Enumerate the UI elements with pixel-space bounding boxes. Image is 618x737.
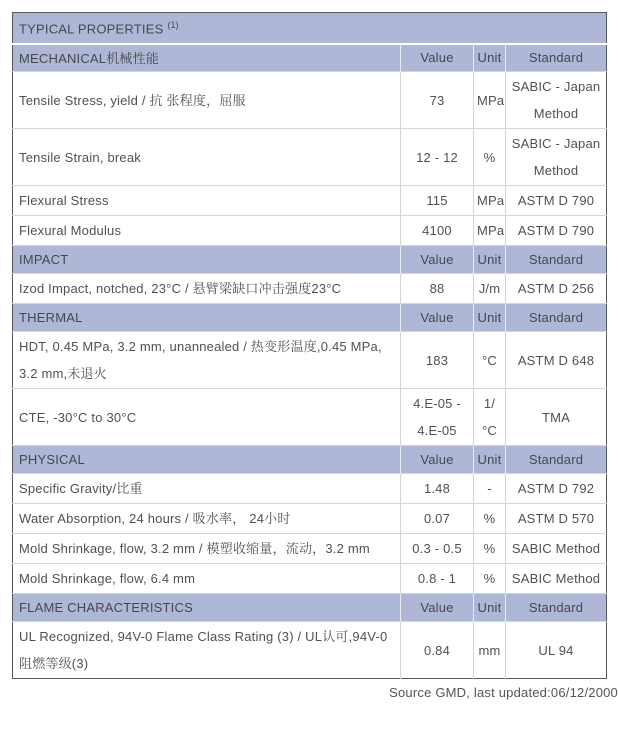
property-cell: HDT, 0.45 MPa, 3.2 mm, unannealed / 热变形温度,0.45 MPa, 3.2 mm,未退火 [13,332,401,389]
table-row [13,129,607,186]
property-cell: Water Absorption, 24 hours / 吸水率， 24小时 [13,504,401,534]
section-title: IMPACT [13,246,401,274]
section-title: FLAME CHARACTERISTICS [13,594,401,622]
property-cell: Mold Shrinkage, flow, 3.2 mm / 模塑收缩量，流动，3.2 mm [13,534,401,564]
value-cell: 0.84 [401,622,474,679]
table-row [13,72,607,129]
column-header-unit: Unit [474,44,506,72]
property-cell: Tensile Stress, yield / 抗 张程度，屈服 [13,72,401,129]
unit-cell: °C [474,332,506,389]
table-title-text: TYPICAL PROPERTIES [19,20,164,36]
property-cell: Tensile Strain, break [13,129,401,186]
table-row [13,274,607,304]
table-title [13,13,607,44]
table-row [13,186,607,216]
unit-cell: % [474,129,506,186]
table-row [13,534,607,564]
property-cell: Flexural Modulus [13,216,401,246]
column-header-value: Value [401,304,474,332]
unit-cell: 1/°C [474,389,506,446]
unit-cell: % [474,534,506,564]
property-cell: UL Recognized, 94V-0 Flame Class Rating (3) / UL认可,94V-0 阻燃等级(3) [13,622,401,679]
table-row [13,216,607,246]
column-header-unit: Unit [474,246,506,274]
standard-cell: ASTM D 648 [506,332,607,389]
table-row [13,564,607,594]
column-header-unit: Unit [474,446,506,474]
section-header-flame-characteristics [13,594,607,622]
column-header-standard: Standard [506,594,607,622]
column-header-value: Value [401,44,474,72]
value-cell: 0.3 - 0.5 [401,534,474,564]
standard-cell: SABIC Method [506,534,607,564]
section-title: PHYSICAL [13,446,401,474]
value-cell: 183 [401,332,474,389]
value-cell: 0.8 - 1 [401,564,474,594]
standard-cell: ASTM D 256 [506,274,607,304]
table-row [13,474,607,504]
standard-cell: ASTM D 570 [506,504,607,534]
column-header-standard: Standard [506,246,607,274]
source-footer: Source GMD, last updated:06/12/2000 [389,685,618,700]
unit-cell: % [474,564,506,594]
column-header-value: Value [401,594,474,622]
table-row [13,622,607,679]
table-row [13,389,607,446]
property-cell: Mold Shrinkage, flow, 6.4 mm [13,564,401,594]
standard-cell: SABIC - Japan Method [506,129,607,186]
property-cell: Izod Impact, notched, 23°C / 悬臂梁缺口冲击强度23°C [13,274,401,304]
table-row [13,504,607,534]
value-cell: 115 [401,186,474,216]
unit-cell: - [474,474,506,504]
standard-cell: SABIC Method [506,564,607,594]
value-cell: 4100 [401,216,474,246]
section-header-thermal [13,304,607,332]
table-title-footnote-marker: (1) [167,19,179,30]
column-header-standard: Standard [506,446,607,474]
table-title-row [13,13,607,44]
section-title: MECHANICAL机械性能 [13,44,401,72]
section-header-physical [13,446,607,474]
typical-properties-table [12,12,607,679]
value-cell: 12 - 12 [401,129,474,186]
column-header-unit: Unit [474,304,506,332]
unit-cell: % [474,504,506,534]
unit-cell: MPa [474,72,506,129]
unit-cell: MPa [474,216,506,246]
value-cell: 0.07 [401,504,474,534]
unit-cell: J/m [474,274,506,304]
value-cell: 88 [401,274,474,304]
standard-cell: ASTM D 790 [506,186,607,216]
property-cell: CTE, -30°C to 30°C [13,389,401,446]
unit-cell: MPa [474,186,506,216]
standard-cell: ASTM D 790 [506,216,607,246]
column-header-value: Value [401,446,474,474]
standard-cell: SABIC - Japan Method [506,72,607,129]
column-header-standard: Standard [506,44,607,72]
section-header-mechanical [13,44,607,72]
column-header-standard: Standard [506,304,607,332]
value-cell: 1.48 [401,474,474,504]
unit-cell: mm [474,622,506,679]
column-header-value: Value [401,246,474,274]
standard-cell: ASTM D 792 [506,474,607,504]
table-row [13,332,607,389]
value-cell: 4.E-05 - 4.E-05 [401,389,474,446]
section-title: THERMAL [13,304,401,332]
value-cell: 73 [401,72,474,129]
property-cell: Specific Gravity/比重 [13,474,401,504]
standard-cell: UL 94 [506,622,607,679]
standard-cell: TMA [506,389,607,446]
section-header-impact [13,246,607,274]
property-cell: Flexural Stress [13,186,401,216]
column-header-unit: Unit [474,594,506,622]
